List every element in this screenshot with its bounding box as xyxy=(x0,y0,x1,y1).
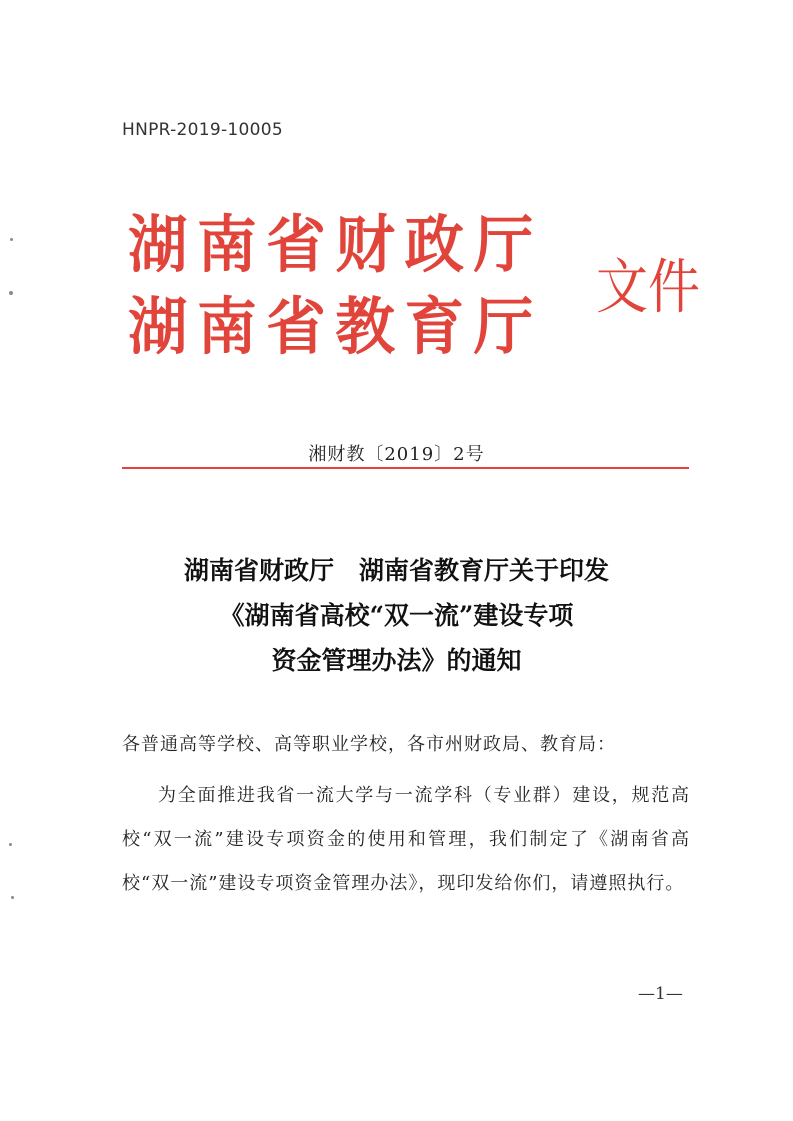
scan-speck xyxy=(9,291,13,295)
page-number: —1— xyxy=(638,984,683,1004)
document-code: HNPR-2019-10005 xyxy=(122,120,283,140)
scan-speck xyxy=(11,896,14,899)
salutation: 各普通高等学校、高等职业学校，各市州财政局、教育局： xyxy=(122,734,616,755)
document-body xyxy=(122,732,690,906)
document-number: 湘财教〔2019〕2号 xyxy=(308,444,485,465)
header-issuer-finance: 湖南省财政厅 xyxy=(128,208,543,281)
document-title xyxy=(0,548,793,683)
header-issuer-education: 湖南省教育厅 xyxy=(128,290,543,363)
title-line-3: 资金管理办法》的通知 xyxy=(271,646,522,675)
scan-speck xyxy=(9,843,12,846)
header-suffix: 文件 xyxy=(596,253,701,323)
red-divider xyxy=(122,467,689,469)
scan-speck xyxy=(10,238,13,241)
body-paragraph: 为全面推进我省一流大学与一流学科（专业群）建设，规范高校“双一流”建设专项资金的使用和管理，我们制定了《湖南省高校“双一流”建设专项资金管理办法》，现印发给你们，请遵照执行。 xyxy=(122,785,690,894)
title-line-1: 湖南省财政厅 湖南省教育厅关于印发 xyxy=(183,556,609,585)
title-line-2: 《湖南省高校“双一流”建设专项 xyxy=(219,601,574,630)
red-header xyxy=(128,208,708,372)
